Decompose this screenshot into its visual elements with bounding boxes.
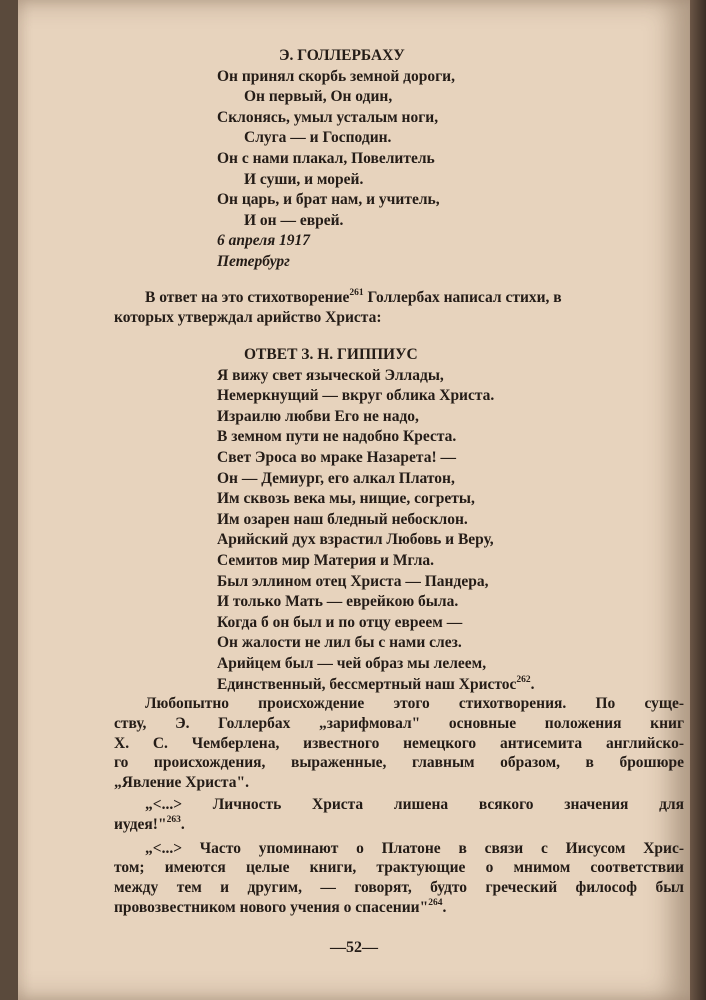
quote-line: провозвестником нового учения о спасении" — [114, 898, 429, 916]
paragraph-line: Любопытно происхождение этого стихотворения. По суще- — [145, 695, 684, 712]
poem2-line: Израилю любви Его не надо, — [217, 407, 419, 425]
commentary: Любопытно происхождение этого стихотворения. По суще- ству, Э. Голлербах „зарифмовал" основные положения книг Х. С. Чемберлена, известного немецкого антисемита английско- го происхождения, выраженные, главным образом, в брошюре „Явление Христа". „<...> Личность Христа лишена всякого значения для иудея!"$^{263}$. „<...> Часто упоминают о Платоне в связи с Иисусом Хрис- том; имеются целые книги, трактующие о мнимом соответствии между тем и другим, — говорят, будто греческий философ был провозвестником нового учения о спасении"$^{264}$. — [114, 695, 684, 916]
poem1-line: Он принял скорбь земной дороги, — [217, 67, 455, 85]
quote-line: между тем и другим, — говорят, будто греческий философ был — [114, 879, 684, 897]
poem2-line: Он жалости не лил бы с нами слез. — [217, 634, 462, 652]
poem2-line: Когда б он был и по отцу евреем — — [217, 613, 463, 631]
poem2-line: И только Мать — еврейкою была. — [217, 593, 459, 611]
paragraph-line: Х. С. Чемберлена, известного немецкого антисемита английско- — [114, 734, 684, 752]
intro-text: В ответ на это стихотворение — [145, 289, 350, 306]
paragraph-line: го происхождения, выраженные, главным образом, в брошюре — [114, 754, 684, 772]
poem-otvet-gippius: ОТВЕТ З. Н. ГИППИУС Я вижу свет языческой Эллады, Немеркнущий — вкруг облика Христа. Израилю любви Его не надо, В земном пути не надобно Креста. Свет Эроса во мраке Назарета! — Он — Демиург, его алкал Платон, Им сквозь века мы, нищие, согреты, Им озарен наш бледный небосклон. Арийский дух взрастил Любовь и Веру, Семитов мир Материя и Мгла. Был эллином отец Христа — Пандера, И только Мать — еврейкою была. Когда б он был и по отцу евреем — Он жалости не лил бы с нами слез. Арийцем был — чей образ мы лелеем, Единственный, бессмертный наш Христос$^{262}$. — [217, 346, 535, 693]
intro-text: Голлербах написал стихи, в — [363, 289, 562, 306]
poem2-line: В земном пути не надобно Креста. — [217, 428, 457, 446]
footnote-ref: 262 — [516, 674, 531, 685]
page-number: —52— — [330, 939, 378, 956]
book-page — [18, 0, 690, 1000]
intro-text: которых утверждал арийство Христа: — [114, 308, 382, 326]
poem2-line: Свет Эроса во мраке Назарета! — — [217, 448, 457, 466]
footnote-ref: 264 — [428, 897, 443, 908]
quote-line: „<...> Часто упоминают о Платоне в связи с Иисусом Хрис- — [145, 839, 684, 857]
poem2-line: Арийцем был — чей образ мы лелеем, — [217, 654, 487, 672]
poem2-title: ОТВЕТ З. Н. ГИППИУС — [244, 346, 418, 363]
poem2-line: Арийский дух взрастил Любовь и Веру, — [217, 531, 494, 549]
quote-line: иудея!" — [114, 815, 167, 833]
poem1-place: Петербург — [217, 252, 290, 270]
poem2-line: Был эллином отец Христа — Пандера, — [217, 572, 489, 590]
paragraph-line: „Явление Христа". — [114, 774, 249, 792]
poem1-line: Он царь, и брат нам, и учитель, — [217, 191, 440, 209]
paragraph-line: ству, Э. Голлербах „зарифмовал" основные положения книг — [114, 714, 684, 732]
poem1-line: Он с нами плакал, Повелитель — [217, 149, 435, 167]
poem1-line: Склонясь, умыл усталым ноги, — [217, 108, 439, 126]
poem2-line: Немеркнущий — вкруг облика Христа. — [217, 387, 495, 405]
poem1-line: Слуга — и Господин. — [244, 129, 392, 147]
poem1-line: И он — еврей. — [244, 211, 344, 229]
quote-line: „<...> Личность Христа лишена всякого значения для — [145, 795, 684, 813]
poem-golerbakhu — [217, 46, 455, 273]
footnote-ref: 261 — [349, 288, 364, 298]
poem1-line: И суши, и морей. — [244, 170, 364, 188]
footnote-ref: 263 — [166, 814, 181, 825]
quote-line: том; имеются целые книги, трактующие о мнимом соответствии — [114, 859, 684, 877]
poem2-line: Им сквозь века мы, нищие, согреты, — [217, 490, 475, 508]
poem1-title: Э. ГОЛЛЕРБАХУ — [279, 47, 405, 64]
poem2-line: Им озарен наш бледный небосклон. — [217, 510, 468, 528]
book-spine-edge — [690, 0, 706, 1000]
poem1-line: Он первый, Он один, — [244, 88, 393, 106]
poem2-line: Семитов мир Материя и Мгла. — [217, 551, 435, 569]
poem2-line: Я вижу свет языческой Эллады, — [217, 366, 444, 384]
intro-paragraph — [114, 288, 684, 328]
poem2-line: Он — Демиург, его алкал Платон, — [217, 469, 455, 487]
poem2-line: Единственный, бессмертный наш Христос — [217, 675, 517, 693]
poem1-date: 6 апреля 1917 — [217, 232, 311, 250]
